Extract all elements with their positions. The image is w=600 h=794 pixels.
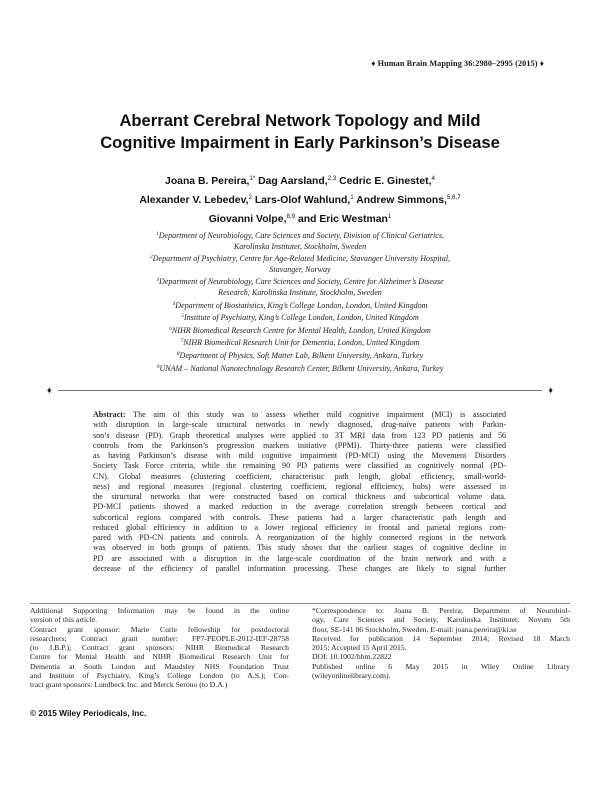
author-affil-ref: 5,6,7 xyxy=(446,194,461,201)
author-name: Alexander V. Lebedev, xyxy=(139,195,249,206)
footnotes-left xyxy=(30,606,289,689)
affiliation-text: UNAM – National Nanotechnology Research Center, Bilkent University, Ankara, Turkey xyxy=(159,363,444,373)
abstract-line: PD are associated with a disruption in the large-scale coordination of the brain network and with a xyxy=(93,553,506,563)
title-line: Aberrant Cerebral Network Topology and Mild xyxy=(119,111,481,130)
affiliation-continuation: Research, Karolinska Institute, Stockholm, Sweden xyxy=(218,287,382,297)
author-line xyxy=(60,209,540,228)
author-name: Cedric E. Ginestet, xyxy=(339,176,432,187)
library-link[interactable]: (wileyonlinelibrary.com). xyxy=(312,670,391,680)
author-affil-ref: 1 xyxy=(350,194,354,201)
article-title xyxy=(60,110,540,154)
author-affil-ref: 1 xyxy=(387,213,392,220)
author-affil-ref: 2 xyxy=(248,194,252,201)
published-online: Published online 6 May 2015 in Wiley Online Library xyxy=(312,661,570,671)
footnote-line: Additional Supporting Information may be found in the online xyxy=(30,606,289,615)
abstract-line: Society Task Force criteria, while the remaining 90 PD patients were classified as cognitively normal (PD- xyxy=(93,461,506,471)
footnote-line: Contract grant sponsor: Marie Curie fellowship for postdoctoral xyxy=(30,624,289,634)
affiliation-text: NIHR Biomedical Research Centre for Mental Health, London, United Kingdom xyxy=(171,325,431,335)
footnote-line: and Institute of Psychiatry, King’s College London (to A.S.); Con- xyxy=(30,670,289,680)
abstract-line: as having Parkinson’s disease with mild cognitive impairment (PD-MCI) using the Movement Disorders xyxy=(93,451,506,460)
running-header: ♦ Human Brain Mapping 36:2980–2995 (2015) ♦ xyxy=(371,59,544,68)
footnote-line: Dementia at South London and Maudsley NHS Foundation Trust xyxy=(30,661,289,671)
abstract-line: controls from the Parkinson’s progression markers initiative (PPMI). Thirty-three patients were classified xyxy=(93,440,506,450)
abstract-label: Abstract: xyxy=(93,410,126,419)
affiliation-text: Department of Physics, Soft Matter Lab, Bilkent University, Ankara, Turkey xyxy=(179,350,424,360)
author-line xyxy=(60,190,540,209)
affiliation-number: 8 xyxy=(176,350,180,357)
affiliation-continuation: Stavanger, Norway xyxy=(269,264,331,274)
footnote-line: (to J.B.P.); Contract grant sponsors: NIHR Biomedical Research xyxy=(30,643,289,652)
affiliation-number: 1 xyxy=(155,231,159,237)
affiliation xyxy=(60,299,540,312)
affiliation xyxy=(60,229,540,242)
correspondence-line: *Correspondence to: Joana B. Pereira; Department of Neurobiol- xyxy=(312,606,570,615)
affiliation xyxy=(60,336,540,349)
section-divider xyxy=(47,385,553,397)
affiliation-text: Department of Biostatistics, King’s College London, London, United Kingdom xyxy=(175,300,428,310)
affiliation xyxy=(60,324,540,337)
divider-rule xyxy=(58,390,542,391)
affiliation xyxy=(60,349,540,362)
author-name: Andrew Simmons, xyxy=(356,195,447,206)
affiliation-number: 9 xyxy=(156,363,160,370)
abstract-line: son’s disease (PD). Graph theoretical analyses were applied to 3T MRI data from 123 PD patients and 56 xyxy=(93,430,506,440)
footnote-line: researchers; Contract grant number: FP7-PEOPLE-2012-IEF-28758 xyxy=(30,633,289,643)
abstract-line xyxy=(93,410,506,420)
affiliation-number: 2 xyxy=(150,254,153,261)
affiliation-number: 4 xyxy=(172,300,176,307)
publication-dates: Received for publication 14 September 2014; Revised 18 March xyxy=(312,633,570,643)
affiliation xyxy=(60,275,540,288)
correspondence-email[interactable]: floor, SE-141 86 Stockholm, Sweden. E-mail: joana.pereira@ki.se xyxy=(312,624,517,634)
publication-dates: 2015; Accepted 15 April 2015. xyxy=(312,643,407,652)
diamond-icon: ♦ xyxy=(548,385,553,395)
title-line: Cognitive Impairment in Early Parkinson’s Disease xyxy=(100,133,500,152)
author-list xyxy=(60,171,540,228)
abstract-line: reduced global efficiency in addition to a lower regional efficiency in frontal and parietal regions com- xyxy=(93,522,506,532)
author-affil-ref: 4 xyxy=(431,175,435,182)
abstract xyxy=(93,410,506,574)
abstract-line: subcortical regions compared with controls. These patients had a larger characteristic path length and xyxy=(93,512,506,522)
abstract-line: pared with PD-CN patients and controls. A reorganization of the highly connected regions in the network xyxy=(93,533,506,542)
affiliation-text: Department of Neurobiology, Care Sciences and Society, Centre for Alzheimer’s Disease xyxy=(159,277,444,287)
correspondence-line: ogy, Care Sciences and Society, Karolinska Institutet, Novum 5th xyxy=(312,615,570,625)
doi-link[interactable]: DOI: 10.1002/hbm.22822 xyxy=(312,652,392,662)
abstract-line: decrease of the efficiency of parallel information processing. These changes are likely to signal further xyxy=(93,563,506,573)
author-name: and Eric Westman xyxy=(297,214,388,225)
abstract-line: CN). Global measures (clustering coefficient, characteristic path length, global efficiency, small-world- xyxy=(93,471,506,481)
affiliation-number: 7 xyxy=(180,338,184,345)
affiliation-text: Institute of Psychiatry, King’s College London, London, United Kingdom xyxy=(183,313,419,323)
affiliation xyxy=(60,252,540,265)
author-line xyxy=(60,171,540,190)
abstract-line: PD-MCI patients showed a marked reduction in the average correlation strength between cortical and xyxy=(93,502,506,512)
copyright: © 2015 Wiley Periodicals, Inc. xyxy=(30,708,147,718)
author-name: Joana B. Pereira, xyxy=(165,176,250,187)
author-name: Giovanni Volpe, xyxy=(208,214,287,225)
footnotes-right xyxy=(312,606,570,680)
abstract-text: The aim of this study was to assess whether mild cognitive impairment (MCI) is associated xyxy=(125,410,506,419)
footnote-line: version of this article. xyxy=(30,615,98,625)
affiliation-number: 3 xyxy=(156,277,159,284)
author-affil-ref: 1* xyxy=(249,175,256,182)
footnote-line: Centre for Mental Health and NIHR Biomedical Research Unit for xyxy=(30,652,289,662)
abstract-line: the structural networks that were constructed based on cortical thickness and subcortical volume data. xyxy=(93,492,506,501)
author-affil-ref: 8,9 xyxy=(286,213,296,220)
affiliation-list xyxy=(60,229,540,374)
author-name: Lars-Olof Wahlund, xyxy=(254,195,351,206)
footnote-line: tract grant sponsors: Lundbeck Inc. and Merck Serono (to D.A.) xyxy=(30,680,228,689)
author-affil-ref: 2,3 xyxy=(327,175,337,182)
affiliation-number: 5 xyxy=(181,313,184,320)
abstract-line: was observed in both groups of patients. This study shows that the earliest stages of cognitive decline in xyxy=(93,543,506,553)
affiliation xyxy=(60,362,540,375)
diamond-icon: ♦ xyxy=(47,385,52,395)
affiliation-text: Department of Psychiatry, Centre for Age-Related Medicine, Stavanger University Hospital, xyxy=(152,254,450,264)
affiliation-text: Department of Neurobiology, Care Sciences and Society, Division of Clinical Geriatrics, xyxy=(158,231,444,240)
affiliation-continuation: Karolinska Institutet, Stockholm, Sweden xyxy=(233,241,367,251)
abstract-line: ness) and regional measures (regional clustering coefficient, regional efficiency, hubs) were assessed in xyxy=(93,481,506,491)
author-name: Dag Aarsland, xyxy=(258,176,328,187)
affiliation-text: NIHR Biomedical Research Unit for Dementia, London, United Kingdom xyxy=(183,338,420,348)
footnote-rule xyxy=(30,603,570,604)
affiliation-number: 6 xyxy=(169,325,172,332)
abstract-line: with disruption in large-scale structural networks in newly diagnosed, drug-naïve patients with Parkin- xyxy=(93,420,506,430)
affiliation xyxy=(60,311,540,324)
